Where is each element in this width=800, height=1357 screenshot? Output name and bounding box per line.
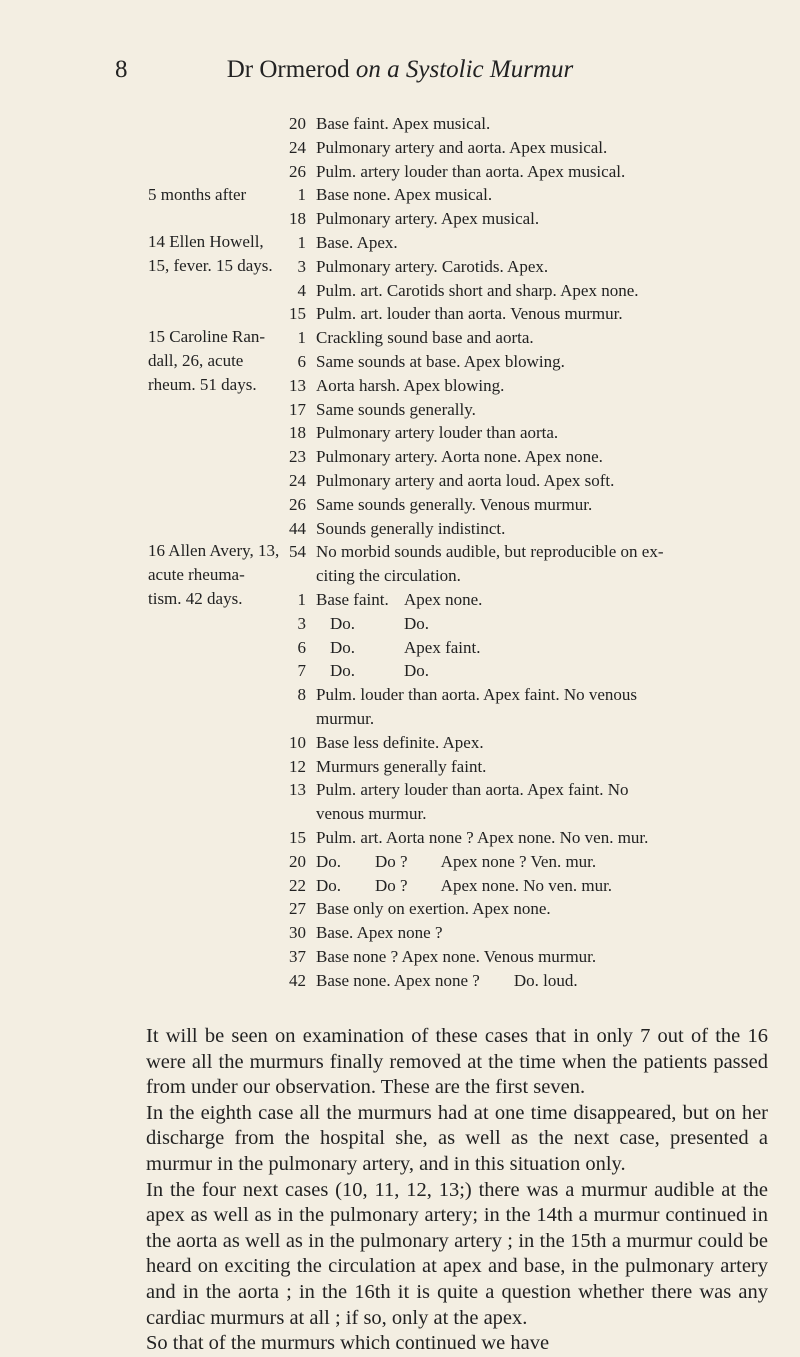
observation-entry: [280, 969, 780, 993]
entry-day: 3: [297, 256, 306, 276]
entry-text: [316, 778, 780, 826]
entry-text: Base only on exertion. Apex none.: [316, 899, 551, 919]
entry-day: 18: [289, 209, 306, 229]
case-label-line: 5 months after: [148, 185, 247, 204]
case-label-line: 15 Caroline Ran-: [148, 327, 266, 346]
entry-day: 54: [289, 542, 306, 562]
entry-text: Pulmonary artery. Aorta none. Apex none.: [316, 447, 603, 467]
entry-day: 44: [289, 518, 306, 538]
observation-entry: [280, 778, 780, 826]
entry-text: Pulmonary artery and aorta loud. Apex soft.: [316, 470, 615, 490]
entry-text: [316, 540, 780, 588]
entry-day: 30: [289, 923, 306, 943]
entry-col: Apex faint.: [404, 637, 481, 657]
entry-day: 13: [289, 780, 306, 800]
entry-day: 37: [289, 946, 306, 966]
entry-text: Pulm. art. louder than aorta. Venous murmur.: [316, 304, 623, 324]
entry-day: 1: [297, 328, 306, 348]
entry-col: Apex none.: [404, 589, 483, 609]
observation-entry: [280, 874, 780, 898]
entry-day: 8: [297, 685, 306, 705]
case-label-line: rheum. 51 days.: [148, 374, 257, 394]
entry-day: 3: [297, 613, 306, 633]
entry-text-continuation: citing the circulation.: [316, 566, 461, 586]
observation-entry: [280, 445, 780, 469]
entry-text: Sounds generally indistinct.: [316, 518, 506, 538]
entry-text: Pulmonary artery. Carotids. Apex.: [316, 256, 549, 276]
entry-day: 1: [297, 232, 306, 252]
entry-day: 26: [289, 494, 306, 514]
entry-text: Aorta harsh. Apex blowing.: [316, 375, 505, 395]
observation-entry: [280, 636, 780, 660]
entry-day: 26: [289, 161, 306, 181]
entry-text: [316, 659, 780, 683]
observation-entry: [280, 469, 780, 493]
entry-day: 42: [289, 970, 306, 990]
observation-entry: [280, 588, 780, 612]
observation-entry: [280, 897, 780, 921]
case-label: [148, 325, 298, 396]
case-label-line: 14 Ellen Howell,: [148, 232, 264, 251]
entry-col: Do.: [404, 613, 430, 633]
observation-entry: [280, 826, 780, 850]
entry-day: 15: [289, 827, 306, 847]
entry-text: Pulm. art. Aorta none ? Apex none. No ven. mur.: [316, 827, 649, 847]
entry-col: [504, 636, 780, 660]
body-text: [146, 1024, 768, 1357]
observation-entry: [280, 945, 780, 969]
entry-text: Pulm. art. Carotids short and sharp. Apex none.: [316, 280, 639, 300]
entry-text: [316, 636, 780, 660]
entry-text-continuation: venous murmur.: [316, 804, 427, 824]
observation-entry: [280, 398, 780, 422]
observation-entry: [280, 350, 780, 374]
case-label-line: 16 Allen Avery, 13,: [148, 541, 280, 560]
entry-text: Base none. Apex musical.: [316, 185, 493, 205]
entry-col: [504, 588, 780, 612]
entry-day: 6: [297, 351, 306, 371]
observation-entry: [280, 231, 780, 255]
case-label-line: acute rheuma-: [148, 564, 245, 584]
entry-text-line: Pulm. artery louder than aorta. Apex faint. No: [316, 780, 629, 800]
entry-day: 7: [297, 661, 306, 681]
observation-entry: [280, 517, 780, 541]
entry-day: 23: [289, 447, 306, 467]
entry-text-line: No morbid sounds audible, but reproducible on ex-: [316, 542, 664, 562]
title-author: Dr Ormerod: [226, 56, 350, 83]
running-title: [0, 56, 800, 84]
case-label: [148, 230, 298, 278]
entry-col: [504, 612, 780, 636]
entry-text: Pulm. artery louder than aorta. Apex musical.: [316, 161, 626, 181]
paragraph: In the eighth case all the murmurs had at one time disappeared, but on her discharge from the hospital she, as well as the next case, presented a murmur in the pulmonary artery, and in this situation only.: [146, 1101, 768, 1175]
entry-day: 22: [289, 875, 306, 895]
observation-entry: [280, 136, 780, 160]
entry-day: 17: [289, 399, 306, 419]
entry-day: 1: [297, 589, 306, 609]
observation-entry: [280, 255, 780, 279]
entry-text: [316, 683, 780, 731]
entry-text: [316, 612, 780, 636]
entry-col: Do.: [404, 661, 430, 681]
entry-text: Base. Apex none ?: [316, 923, 443, 943]
case-label: [148, 539, 298, 610]
entry-text: Base. Apex.: [316, 232, 398, 252]
entry-text: [316, 588, 780, 612]
entry-col: Do.: [330, 637, 356, 657]
case-label: [148, 183, 298, 207]
observation-entry: [280, 540, 780, 588]
running-header: [0, 56, 800, 96]
observation-entry: [280, 850, 780, 874]
entry-day: 10: [289, 732, 306, 752]
observation-entry: [280, 374, 780, 398]
entry-text: Same sounds at base. Apex blowing.: [316, 351, 565, 371]
entry-col: Do.: [330, 613, 356, 633]
observation-entry: [280, 207, 780, 231]
observation-entry: [280, 302, 780, 326]
entry-text: Base less definite. Apex.: [316, 732, 484, 752]
observation-entry: [280, 921, 780, 945]
observation-entry: [280, 683, 780, 731]
entry-day: 1: [297, 185, 306, 205]
entry-text: Do. Do ? Apex none. No ven. mur.: [316, 875, 613, 895]
observation-entry: [280, 326, 780, 350]
entry-text: Do. Do ? Apex none ? Ven. mur.: [316, 851, 597, 871]
observation-entry: [280, 421, 780, 445]
page-number: 8: [115, 56, 128, 83]
observation-entry: [280, 659, 780, 683]
paragraph: It will be seen on examination of these cases that in only 7 out of the 16 were all the murmurs finally removed at the time when the patients passed from under our observation. These are the first seven.: [146, 1025, 768, 1099]
entry-text-line: Pulm. louder than aorta. Apex faint. No venous: [316, 685, 638, 705]
entry-day: 27: [289, 899, 306, 919]
entry-day: 20: [289, 851, 306, 871]
observation-list: [280, 112, 780, 992]
entry-day: 15: [289, 304, 306, 324]
observation-entry: [280, 731, 780, 755]
observation-entry: [280, 493, 780, 517]
entry-text: Same sounds generally.: [316, 399, 476, 419]
paragraph: So that of the murmurs which continued we have: [146, 1332, 550, 1355]
entry-day: 6: [297, 637, 306, 657]
entry-text: Murmurs generally faint.: [316, 756, 487, 776]
observation-entry: [280, 160, 780, 184]
entry-day: 4: [297, 280, 306, 300]
observation-entry: [280, 112, 780, 136]
observation-entry: [280, 755, 780, 779]
entry-day: 18: [289, 423, 306, 443]
entry-text-continuation: murmur.: [316, 708, 375, 728]
entry-col: Do.: [330, 661, 356, 681]
entry-text: Pulmonary artery louder than aorta.: [316, 423, 559, 443]
entry-col: [504, 659, 780, 683]
entry-text: Crackling sound base and aorta.: [316, 328, 534, 348]
entry-day: 24: [289, 137, 306, 157]
observation-entry: [280, 612, 780, 636]
entry-text: Base none. Apex none ? Do. loud.: [316, 970, 578, 990]
entry-day: 12: [289, 756, 306, 776]
entry-text: Base none ? Apex none. Venous murmur.: [316, 946, 597, 966]
entry-col: Base faint.: [316, 589, 389, 609]
entry-day: 13: [289, 375, 306, 395]
case-label-line: 15, fever. 15 days.: [148, 255, 273, 275]
entry-day: 24: [289, 470, 306, 490]
entry-text: Pulmonary artery and aorta. Apex musical.: [316, 137, 608, 157]
entry-text: Pulmonary artery. Apex musical.: [316, 209, 540, 229]
entry-text: Same sounds generally. Venous murmur.: [316, 494, 593, 514]
observation-entry: [280, 279, 780, 303]
observation-entry: [280, 183, 780, 207]
entry-text: Base faint. Apex musical.: [316, 114, 491, 133]
case-label-line: dall, 26, acute: [148, 350, 244, 370]
case-label-line: tism. 42 days.: [148, 588, 243, 608]
title-italic: on a Systolic Murmur: [355, 56, 574, 83]
paragraph: In the four next cases (10, 11, 12, 13;) there was a murmur audible at the apex as well as in the pulmonary artery; in the 14th a murmur continued in the aorta as well as in the pulmonary artery ; in the 15th a murmur could be heard on exciting the circulation at apex and base, in the pulmonary artery and in the aorta ; in the 16th it is quite a question whether there was any cardiac murmurs at all ; if so, only at the apex.: [146, 1178, 768, 1329]
entry-day: 20: [289, 114, 306, 133]
